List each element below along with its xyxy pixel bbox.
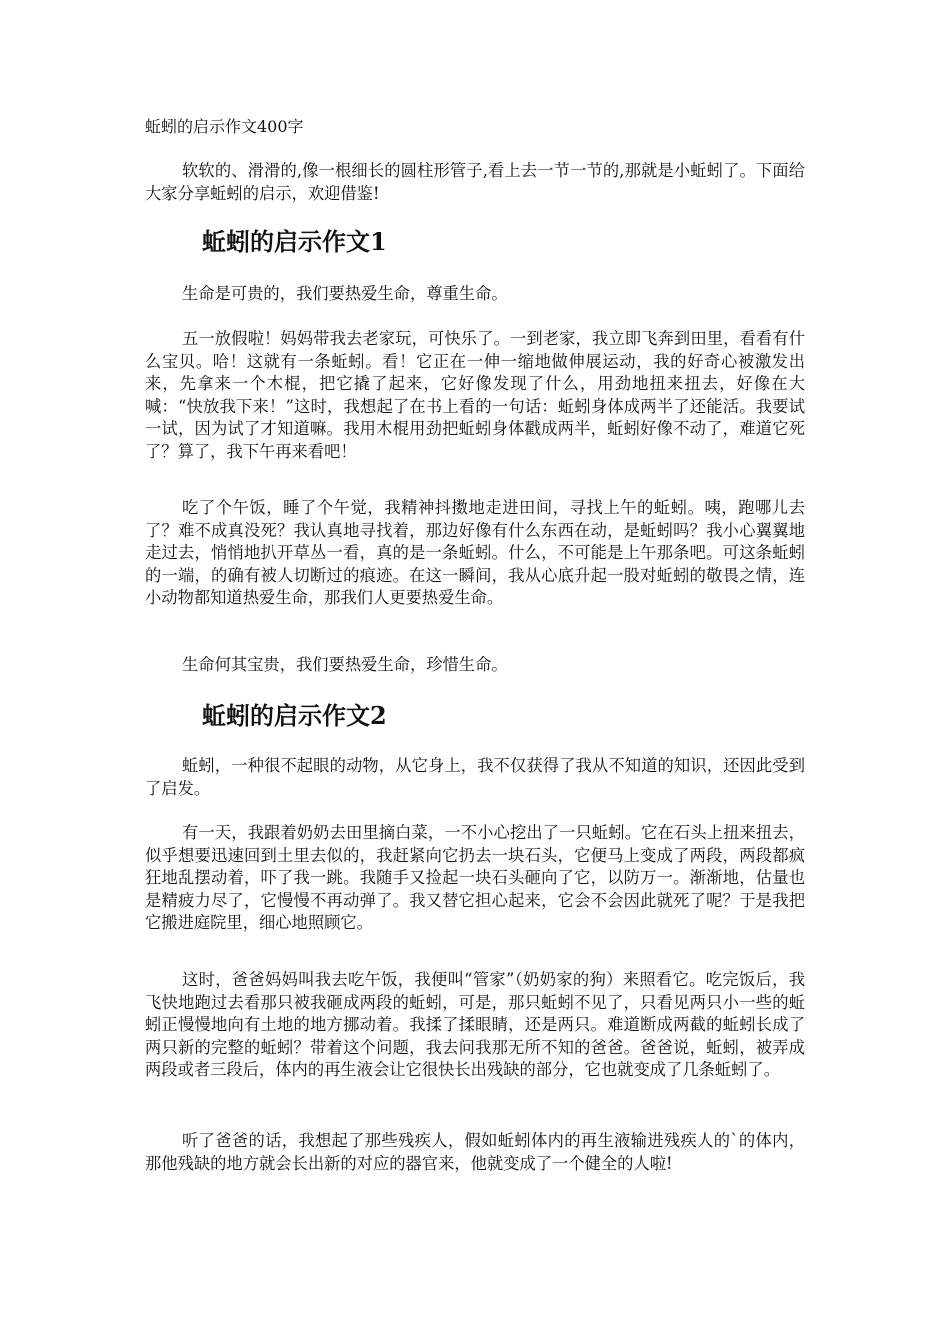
essay1-paragraph-4: 生命何其宝贵，我们要热爱生命，珍惜生命。: [182, 655, 508, 674]
essay2-paragraph-4: 听了爸爸的话，我想起了那些残疾人，假如蚯蚓体内的再生液输进残疾人的`的体内，那他残缺的地方就会长出新的对应的器官来，他就变成了一个健全的人啦!: [145, 1131, 805, 1173]
essay1-paragraph-1: 生命是可贵的，我们要热爱生命，尊重生命。: [182, 284, 508, 303]
essay2-paragraph-2: 有一天，我跟着奶奶去田里摘白菜，一不小心挖出了一只蚯蚓。它在石头上扭来扭去，似乎想要迅速回到土里去似的，我赶紧向它扔去一块石头，它便马上变成了两段，两段都疯狂地乱摆动着，吓了我一跳。我随手又捡起一块石头砸向了它，以防万一。渐渐地，估量也是精疲力尽了，它慢慢不再动弹了。我又替它担心起来，它会不会因此就死了呢？于是我把它搬进庭院里，细心地照顾它。: [145, 823, 805, 932]
essay1-paragraph-3: 吃了个午饭，睡了个午觉，我精神抖擞地走进田间，寻找上午的蚯蚓。咦，跑哪儿去了？难不成真没死？我认真地寻找着，那边好像有什么东西在动，是蚯蚓吗？我小心翼翼地走过去，悄悄地扒开草丛一看，真的是一条蚯蚓。什么，不可能是上午那条吧。可这条蚯蚓的一端，的确有被人切断过的痕迹。在这一瞬间，我从心底升起一股对蚯蚓的敬畏之情，连小动物都知道热爱生命，那我们人更要热爱生命。: [145, 498, 805, 607]
essay1-paragraph-2: 五一放假啦！妈妈带我去老家玩，可快乐了。一到老家，我立即飞奔到田里，看看有什么宝贝。哈！这就有一条蚯蚓。看！它正在一伸一缩地做伸展运动，我的好奇心被激发出来，先拿来一个木棍，把它撬了起来，它好像发现了什么，用劲地扭来扭去，好像在大喊：“快放我下来！”这时，我想起了在书上看的一句话：蚯蚓身体成两半了还能活。我要试一试，因为试了才知道嘛。我用木棍用劲把蚯蚓身体戳成两半，蚯蚓好像不动了，难道它死了？算了，我下午再来看吧！: [145, 329, 805, 461]
document-title: 蚯蚓的启示作文400字: [145, 117, 304, 136]
essay2-paragraph-1: 蚯蚓，一种很不起眼的动物，从它身上，我不仅获得了我从不知道的知识，还因此受到了启发。: [145, 756, 805, 798]
intro-paragraph: 软软的、滑滑的,像一根细长的圆柱形管子,看上去一节一节的,那就是小蚯蚓了。下面给大家分享蚯蚓的启示，欢迎借鉴!: [145, 161, 805, 203]
essay2-paragraph-3: 这时，爸爸妈妈叫我去吃午饭，我便叫“管家”（奶奶家的狗）来照看它。吃完饭后，我飞快地跑过去看那只被我砸成两段的蚯蚓，可是，那只蚯蚓不见了，只看见两只小一些的蚯蚓正慢慢地向有土地的地方挪动着。我揉了揉眼睛，还是两只。难道断成两截的蚯蚓长成了两只新的完整的蚯蚓？带着这个问题，我去问我那无所不知的爸爸。爸爸说，蚯蚓，被弄成两段或者三段后，体内的再生液会让它很快长出残缺的部分，它也就变成了几条蚯蚓了。: [145, 970, 805, 1079]
essay2-heading: 蚯蚓的启示作文2: [202, 701, 387, 730]
essay1-heading: 蚯蚓的启示作文1: [202, 227, 387, 256]
